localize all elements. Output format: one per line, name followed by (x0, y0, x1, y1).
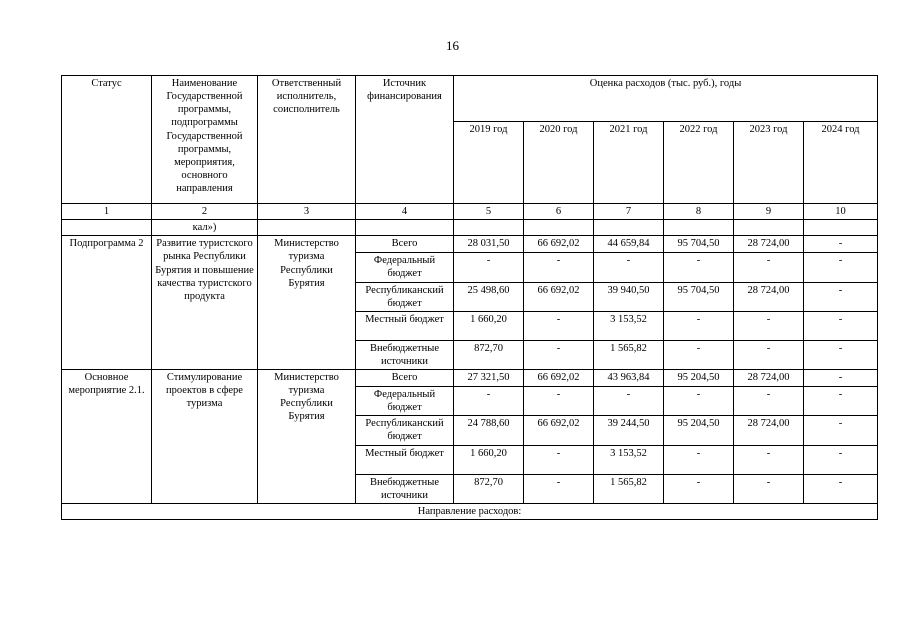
value-cell: - (664, 445, 734, 474)
table-row (62, 236, 878, 253)
value-cell: 872,70 (454, 474, 524, 503)
value-cell: - (804, 311, 878, 340)
value-cell: - (804, 445, 878, 474)
value-cell: 39 244,50 (594, 416, 664, 445)
value-cell: 95 204,50 (664, 370, 734, 387)
continuation-text: кал») (152, 220, 258, 236)
value-cell: - (524, 311, 594, 340)
value-cell: - (664, 474, 734, 503)
value-cell: - (734, 445, 804, 474)
value-cell: - (804, 474, 878, 503)
value-cell: 66 692,02 (524, 236, 594, 253)
value-cell: - (734, 387, 804, 416)
header-year: 2021 год (594, 122, 664, 204)
value-cell: 27 321,50 (454, 370, 524, 387)
value-cell: 28 031,50 (454, 236, 524, 253)
value-cell: - (734, 311, 804, 340)
column-number: 10 (804, 204, 878, 220)
column-number: 6 (524, 204, 594, 220)
value-cell: - (524, 387, 594, 416)
source-cell: Внебюджетные источники (356, 340, 454, 369)
header-year: 2023 год (734, 122, 804, 204)
header-year: 2019 год (454, 122, 524, 204)
value-cell: 28 724,00 (734, 416, 804, 445)
value-cell: - (524, 445, 594, 474)
value-cell: 28 724,00 (734, 282, 804, 311)
header-year: 2022 год (664, 122, 734, 204)
column-number: 2 (152, 204, 258, 220)
source-cell: Внебюджетные источники (356, 474, 454, 503)
value-cell: 95 704,50 (664, 236, 734, 253)
value-cell: - (804, 387, 878, 416)
source-cell: Всего (356, 370, 454, 387)
source-cell: Республиканский бюджет (356, 416, 454, 445)
value-cell: 95 704,50 (664, 282, 734, 311)
value-cell: 66 692,02 (524, 370, 594, 387)
table-header (62, 76, 878, 236)
value-cell: - (524, 253, 594, 282)
value-cell: - (804, 253, 878, 282)
value-cell: - (804, 282, 878, 311)
budget-table (61, 75, 878, 520)
value-cell: 25 498,60 (454, 282, 524, 311)
header-status: Статус (62, 76, 152, 204)
value-cell: 3 153,52 (594, 445, 664, 474)
value-cell: - (804, 416, 878, 445)
source-cell: Местный бюджет (356, 311, 454, 340)
continuation-row (62, 220, 878, 236)
source-cell: Федеральный бюджет (356, 253, 454, 282)
value-cell: - (454, 387, 524, 416)
value-cell: - (524, 340, 594, 369)
value-cell: - (664, 387, 734, 416)
value-cell: - (594, 253, 664, 282)
column-number: 9 (734, 204, 804, 220)
footer-row (62, 503, 878, 519)
group-executor: Министерство туризма Республики Бурятия (258, 370, 356, 504)
value-cell: 872,70 (454, 340, 524, 369)
value-cell: - (664, 253, 734, 282)
header-program-name: Наименование Государственной программы, подпрограммы Государственной программы, мероприятия, основного направления (152, 76, 258, 204)
column-number: 1 (62, 204, 152, 220)
value-cell: 66 692,02 (524, 416, 594, 445)
source-cell: Федеральный бюджет (356, 387, 454, 416)
column-numbers-row (62, 204, 878, 220)
value-cell: - (524, 474, 594, 503)
value-cell: 66 692,02 (524, 282, 594, 311)
value-cell: 44 659,84 (594, 236, 664, 253)
header-estimate: Оценка расходов (тыс. руб.), годы (454, 76, 878, 122)
value-cell: - (454, 253, 524, 282)
header-year: 2024 год (804, 122, 878, 204)
value-cell: 28 724,00 (734, 370, 804, 387)
value-cell: - (804, 340, 878, 369)
value-cell: 95 204,50 (664, 416, 734, 445)
value-cell: 1 660,20 (454, 311, 524, 340)
value-cell: 39 940,50 (594, 282, 664, 311)
value-cell: 1 660,20 (454, 445, 524, 474)
page-number: 16 (446, 38, 459, 53)
group-name: Стимулирование проектов в сфере туризма (152, 370, 258, 504)
value-cell: 1 565,82 (594, 340, 664, 369)
header-executor: Ответственный исполнитель, соисполнитель (258, 76, 356, 204)
value-cell: - (804, 236, 878, 253)
value-cell: - (734, 474, 804, 503)
value-cell: 3 153,52 (594, 311, 664, 340)
column-number: 7 (594, 204, 664, 220)
group-status: Основное мероприятие 2.1. (62, 370, 152, 504)
spending-direction-label: Направление расходов: (62, 503, 878, 519)
column-number: 3 (258, 204, 356, 220)
group-main-activity-2-1 (62, 370, 878, 504)
value-cell: - (734, 253, 804, 282)
group-subprogram-2 (62, 236, 878, 370)
value-cell: - (664, 311, 734, 340)
value-cell: - (664, 340, 734, 369)
column-number: 8 (664, 204, 734, 220)
value-cell: - (734, 340, 804, 369)
group-executor: Министерство туризма Республики Бурятия (258, 236, 356, 370)
group-status: Подпрограмма 2 (62, 236, 152, 370)
value-cell: 28 724,00 (734, 236, 804, 253)
value-cell: 24 788,60 (454, 416, 524, 445)
column-number: 4 (356, 204, 454, 220)
header-source: Источник финансирования (356, 76, 454, 204)
value-cell: - (594, 387, 664, 416)
group-name: Развитие туристского рынка Республики Бурятия и повышение качества туристского продукта (152, 236, 258, 370)
header-year: 2020 год (524, 122, 594, 204)
column-number: 5 (454, 204, 524, 220)
value-cell: - (804, 370, 878, 387)
source-cell: Всего (356, 236, 454, 253)
source-cell: Местный бюджет (356, 445, 454, 474)
value-cell: 1 565,82 (594, 474, 664, 503)
table-row (62, 370, 878, 387)
value-cell: 43 963,84 (594, 370, 664, 387)
source-cell: Республиканский бюджет (356, 282, 454, 311)
